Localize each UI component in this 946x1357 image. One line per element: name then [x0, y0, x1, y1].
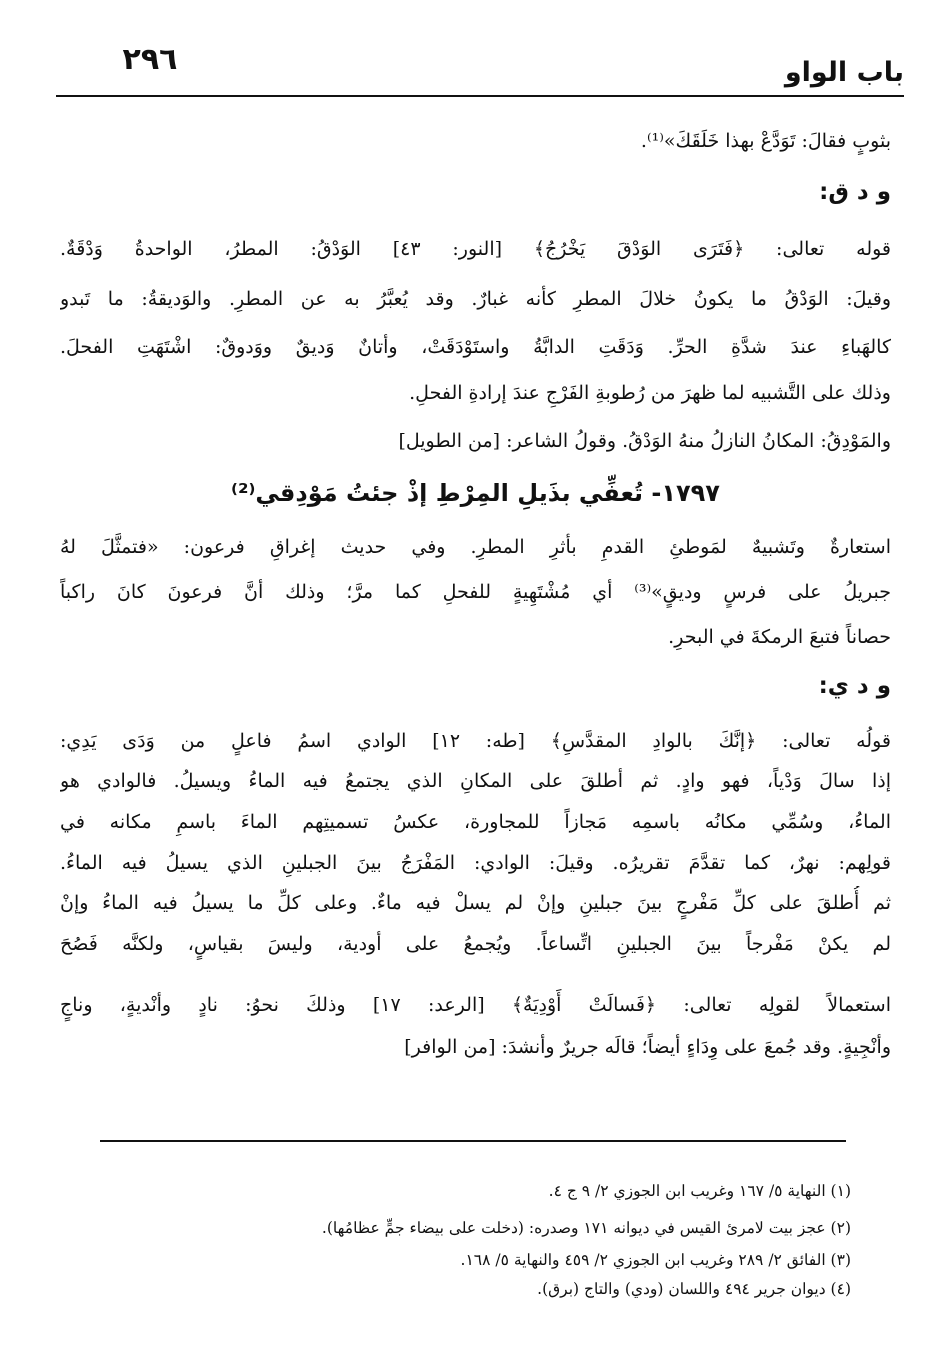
text-line: كالهَباءِ عندَ شدَّةِ الحرِّ. وَدَقَتِ الدابَّةُ واستَوْدَقَتْ، وأتانٌ وَديقٌ ووَدوقٌ: اشْتَهَتِ الفحلَ. — [60, 336, 891, 358]
text-line: حصاناً فتبعَ الرمكةَ في البحرِ. — [668, 626, 891, 648]
page-number: ٢٩٦ — [122, 42, 178, 77]
text-line: لم يكنْ مَفْرجاً بينَ الجبلينِ اتِّساعاً. ويُجمعُ على أودية، وليسَ بقياسٍ، ولكنَّه فَصُحَ — [60, 933, 891, 955]
text-line: قولُه تعالى: ﴿إنَّكَ بالوادِ المقدَّسِ﴾ [طه: ١٢] الوادي اسمُ فاعلٍ من وَدَى يَدِي: — [60, 730, 891, 752]
header-divider — [56, 95, 904, 97]
text-line: استعمالاً لقولِه تعالى: ﴿فَسالَتْ أَوْدِيَةٌ﴾ [الرعد: ١٧] وذلكَ نحوُ: نادٍ وأنْديةٍ، وناجٍ — [60, 994, 891, 1016]
text-line: بثوبٍ فقالَ: تَوَدَّعْ بهذا خَلَقَكَ»⁽¹⁾. — [640, 130, 891, 152]
footnote-divider — [100, 1140, 846, 1142]
text-line: ثم أُطلقَ على كلِّ مَفْرجٍ بينَ جبلينِ وإنْ لم يسلْ فيه ماءٌ. وعلى كلِّ ما يسيلُ فيه الماءُ وإنْ — [60, 892, 891, 914]
text-line: والمَوْدِقُ: المكانُ النازلُ منهُ الوَدْقُ. وقولُ الشاعر: [من الطويل] — [398, 430, 891, 452]
text-line: وذلك على التَّشبيه لما ظهرَ من رُطوبةِ الفَرْجِ عندَ إرادةِ الفحلِ. — [409, 382, 891, 404]
text-line: استعارةٌ وتَشبيهٌ لمَوطئِ القدمِ بأثرِ المطرِ. وفي حديث إغراقِ فرعون: «فتمثَّلَ لهُ — [60, 536, 891, 558]
section-heading-wdy: و د ي: — [818, 673, 891, 699]
section-heading-wdq: و د ق: — [819, 179, 891, 205]
text-line: قولِهم: نهرٌ، كما تقدَّمَ تقريرُه. وقيلَ: الوادي: المَفْرَجُ بينَ الجبلينِ الذي يسيلُ فيه الماءُ. — [60, 852, 891, 874]
verse-1797: ١٧٩٧- تُعفِّي بذَيلِ المِرْطِ إذْ جئتُ مَوْدِقي⁽²⁾ — [231, 479, 720, 507]
text-line: إذا سالَ وَدْياً، فهو وادٍ. ثم أطلقَ على المكانِ الذي يجتمعُ فيه الماءُ ويسيلُ. فالوادي هو — [60, 770, 891, 792]
text-line: الماءُ، وسُمِّي مكانُه باسمِه مَجازاً للمجاورة، عكسُ تسميتِهم الماءَ باسمِ مكانه في — [60, 811, 891, 833]
footnote-4: (٤) ديوان جرير ٤٩٤ واللسان (ودي) والتاج (برق). — [537, 1280, 851, 1298]
footnote-2: (٢) عجز بيت لامرئ القيس في ديوانه ١٧١ وصدره: (دخلت على بيضاء جمٍّ عظامُها). — [321, 1219, 851, 1237]
text-line: وقيلَ: الوَدْقُ ما يكونُ خلالَ المطرِ كأنه غبارٌ. وقد يُعبَّرُ به عن المطرِ. والوَديقةُ: ما تَبدو — [60, 288, 891, 310]
text-line: قوله تعالى: ﴿فَتَرَى الوَدْقَ يَخْرُجُ﴾ [النور: ٤٣] الوَدْقُ: المطرُ، الواحدةُ وَدْقَةٌ. — [60, 238, 891, 260]
text-line: جبريلُ على فرسٍ وديقٍ»⁽³⁾ أي مُشْتَهِيةٍ للفحلِ كما مرَّ؛ وذلك أنَّ فرعونَ كانَ راكباً — [60, 581, 891, 603]
chapter-title: باب الواو — [784, 57, 904, 88]
text-line: وأنْجِيةٍ. وقد جُمعَ على وِدَاءٍ أيضاً؛ قالَه جريرٌ وأنشدَ: [من الوافر] — [404, 1036, 891, 1058]
footnote-3: (٣) الفائق ٢/ ٢٨٩ وغريب ابن الجوزي ٢/ ٤٥٩ والنهاية ٥/ ١٦٨. — [460, 1251, 851, 1269]
footnote-1: (١) النهاية ٥/ ١٦٧ وغريب ابن الجوزي ٢/ ٩ ج ٤. — [548, 1182, 851, 1200]
